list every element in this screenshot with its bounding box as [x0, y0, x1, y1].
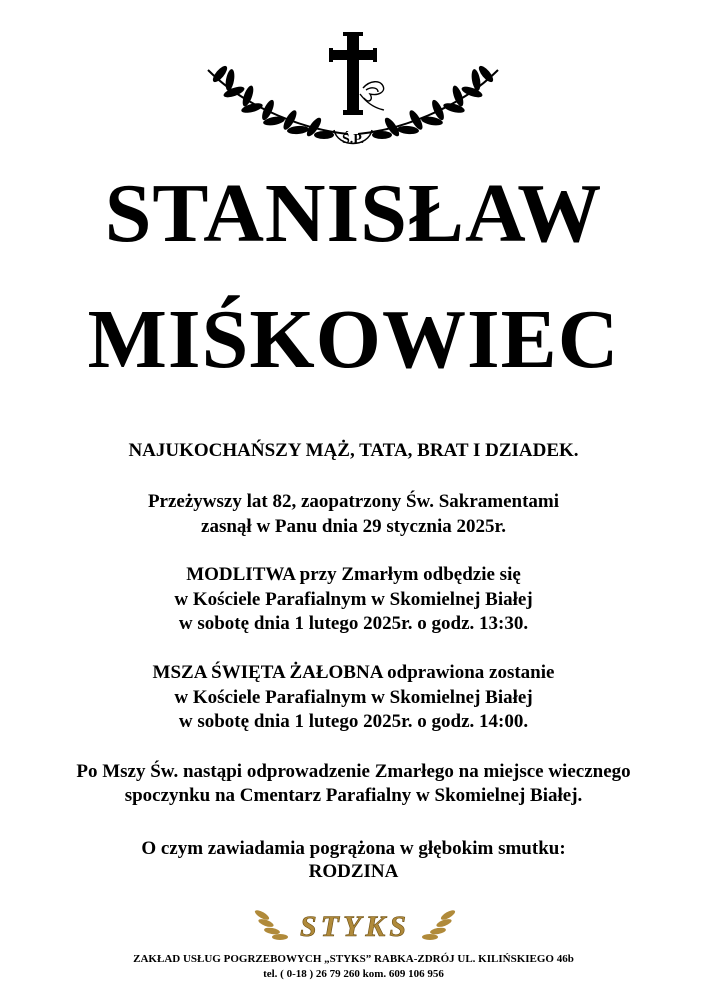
death-info-line: zasnął w Panu dnia 29 stycznia 2025r. [201, 516, 506, 537]
company-phone: tel. ( 0-18 ) 26 79 260 kom. 609 106 956 [263, 968, 444, 980]
cross-icon [329, 32, 377, 115]
laurel-right-icon [358, 64, 498, 139]
family-signature: RODZINA [308, 861, 399, 882]
company-address: ZAKŁAD USŁUG POGRZEBOWYCH „STYKS” RABKA-ZDRÓJ UL. KILIŃSKIEGO 46b [133, 953, 574, 965]
laurel-left-small-icon [254, 908, 288, 940]
prayer-line: MODLITWA przy Zmarłym odbędzie się [186, 564, 521, 585]
closing-line: O czym zawiadamia pogrążona w głębokim smutku: [141, 838, 566, 859]
mass-line: w sobotę dnia 1 lutego 2025r. o godz. 14:00. [178, 711, 529, 732]
laurel-left-icon [208, 64, 348, 139]
burial-line: Po Mszy Św. nastąpi odprowadzenie Zmarłego na miejsce wiecznego [76, 761, 631, 782]
styks-logo-text: STYKS [299, 910, 411, 943]
prayer-line: w Kościele Parafialnym w Skomielnej Białej [174, 589, 533, 610]
styks-logo [250, 905, 460, 945]
first-name: STANISŁAW [104, 167, 603, 260]
last-name: MIŚKOWIEC [87, 293, 620, 386]
prayer-line: w sobotę dnia 1 lutego 2025r. o godz. 13:30. [178, 613, 529, 634]
family-roles: NAJUKOCHAŃSZY MĄŻ, TATA, BRAT I DZIADEK. [128, 440, 579, 461]
flower-icon [360, 82, 384, 110]
laurel-right-small-icon [422, 908, 456, 940]
death-info-line: Przeżywszy lat 82, zaopatrzony Św. Sakramentami [147, 491, 560, 512]
mass-line: MSZA ŚWIĘTA ŻAŁOBNA odprawiona zostanie [152, 662, 555, 683]
cross-wreath-emblem [198, 30, 508, 155]
mass-line: w Kościele Parafialnym w Skomielnej Białej [174, 687, 533, 708]
burial-line: spoczynku na Cmentarz Parafialny w Skomielnej Białej. [124, 785, 583, 806]
sp-label: Ś.P. [341, 132, 365, 147]
